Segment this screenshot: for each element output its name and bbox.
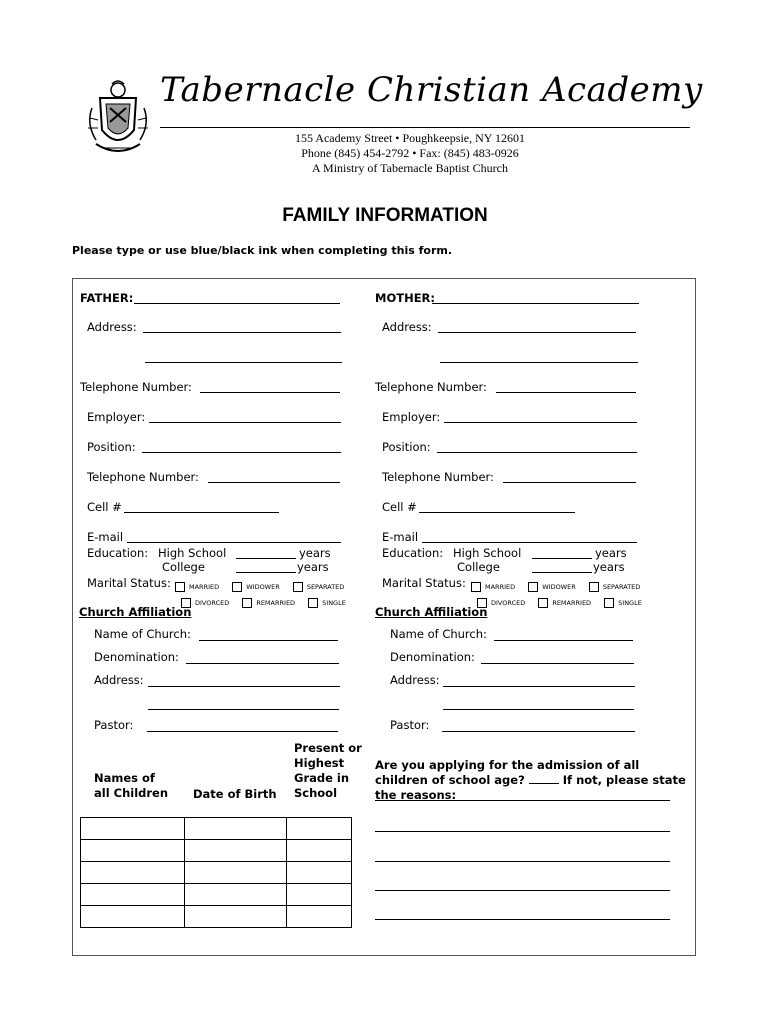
mother-marital-status-label: Marital Status: [382,576,466,590]
child-grade-cell[interactable] [287,906,352,928]
father-church-address-field-2[interactable] [148,709,339,710]
father-employer-label: Employer: [87,410,146,424]
mother-church-affiliation-heading: Church Affiliation [375,605,488,619]
mother-address-field[interactable] [438,332,636,333]
child-name-cell[interactable] [81,862,185,884]
father-email-label: E-mail [87,530,124,544]
mother-college-years-field[interactable] [532,572,592,573]
child-grade-cell[interactable] [287,818,352,840]
mother-denomination-field[interactable] [481,663,634,664]
children-table-row [81,840,352,862]
mother-cell-field[interactable] [419,512,575,513]
father-email-field[interactable] [127,542,341,543]
father-church-address-label: Address: [94,673,144,687]
children-dob-header: Date of Birth [193,787,277,801]
mother-church-name-label: Name of Church: [390,627,487,641]
mother-church-address-field-2[interactable] [443,709,634,710]
mother-cell-label: Cell # [382,500,417,514]
mother-marital-row-2 [477,592,650,611]
mother-church-address-field[interactable] [443,686,635,687]
father-college-years-field[interactable] [236,572,296,573]
child-name-cell[interactable] [81,818,185,840]
mother-divorced-label: DIVORCED [491,598,526,607]
reason-line-1[interactable] [375,800,670,801]
father-remarried-label: REMARRIED [256,598,296,607]
children-table [80,817,352,928]
mother-church-name-field[interactable] [494,640,633,641]
mother-education-label: Education: [382,546,444,560]
mother-work-telephone-field[interactable] [503,482,636,483]
mother-pastor-label: Pastor: [390,718,430,732]
child-name-cell[interactable] [81,840,185,862]
reason-line-4[interactable] [375,890,670,891]
father-position-field[interactable] [142,452,341,453]
father-single-label: SINGLE [322,598,346,607]
mother-married-label: MARRIED [485,582,516,591]
school-ministry: A Ministry of Tabernacle Baptist Church [312,161,508,175]
reason-line-5[interactable] [375,919,670,920]
father-work-telephone-field[interactable] [208,482,340,483]
mother-college-label: College [457,560,500,574]
father-college-years-label: years [297,560,329,574]
child-name-cell[interactable] [81,884,185,906]
form-title: FAMILY INFORMATION [282,205,488,226]
father-cell-field[interactable] [124,512,279,513]
mother-employer-field[interactable] [444,422,637,423]
father-address-field[interactable] [143,332,341,333]
father-cell-label: Cell # [87,500,122,514]
admission-question [375,758,690,803]
school-crest-logo [82,78,154,160]
father-widower-checkbox[interactable] [232,582,242,592]
father-high-school-label: High School [158,546,227,560]
father-denomination-label: Denomination: [94,650,179,664]
mother-widower-checkbox[interactable] [528,582,538,592]
child-dob-cell[interactable] [185,906,287,928]
father-address-label: Address: [87,320,137,334]
mother-position-label: Position: [382,440,431,454]
father-widower-label: WIDOWER [246,582,280,591]
mother-address-label: Address: [382,320,432,334]
admission-followup-text: If not, please state the reasons: [375,773,686,802]
mother-separated-checkbox[interactable] [589,582,599,592]
mother-remarried-label: REMARRIED [552,598,592,607]
father-married-checkbox[interactable] [175,582,185,592]
father-church-name-label: Name of Church: [94,627,191,641]
father-single-checkbox[interactable] [308,598,318,608]
child-dob-cell[interactable] [185,818,287,840]
father-employer-field[interactable] [149,422,341,423]
mother-married-checkbox[interactable] [471,582,481,592]
father-married-label: MARRIED [189,582,220,591]
father-college-label: College [162,560,205,574]
father-telephone-field[interactable] [200,392,340,393]
mother-single-checkbox[interactable] [604,598,614,608]
mother-label: MOTHER: [375,291,435,305]
mother-remarried-checkbox[interactable] [538,598,548,608]
father-divorced-label: DIVORCED [195,598,230,607]
child-grade-cell[interactable] [287,840,352,862]
child-grade-cell[interactable] [287,884,352,906]
child-dob-cell[interactable] [185,884,287,906]
mother-church-address-label: Address: [390,673,440,687]
father-church-name-field[interactable] [199,640,338,641]
father-label: FATHER: [80,291,134,305]
father-pastor-field[interactable] [147,731,338,732]
father-marital-row-2 [181,592,354,611]
children-table-row [81,906,352,928]
father-position-label: Position: [87,440,136,454]
father-pastor-label: Pastor: [94,718,134,732]
reason-line-3[interactable] [375,861,670,862]
mother-address-field-2[interactable] [440,362,638,363]
mother-college-years-label: years [593,560,625,574]
father-name-field[interactable] [134,303,340,304]
admission-question-text: Are you applying for the admission of all children of school age? [375,758,640,787]
mother-high-school-label: High School [453,546,522,560]
mother-widower-label: WIDOWER [542,582,576,591]
mother-pastor-field[interactable] [442,731,635,732]
children-names-header: Names of all Children [94,771,169,800]
mother-work-telephone-label: Telephone Number: [382,470,494,484]
mother-telephone-label: Telephone Number: [375,380,487,394]
form-instructions: Please type or use blue/black ink when completing this form. [72,244,453,257]
children-table-row [81,884,352,906]
mother-single-label: SINGLE [618,598,642,607]
child-grade-cell[interactable] [287,862,352,884]
admission-answer-field[interactable] [529,773,559,784]
mother-email-label: E-mail [382,530,419,544]
father-denomination-field[interactable] [186,663,339,664]
child-dob-cell[interactable] [185,862,287,884]
father-high-school-years-label: years [299,546,331,560]
school-address: 155 Academy Street • Poughkeepsie, NY 12601 [294,131,526,145]
father-church-address-field[interactable] [148,686,340,687]
children-table-row [81,818,352,840]
mother-employer-label: Employer: [382,410,441,424]
children-grade-header: Present or Highest Grade in School [294,741,362,800]
father-telephone-label: Telephone Number: [80,380,192,394]
reason-line-2[interactable] [375,831,670,832]
father-remarried-checkbox[interactable] [242,598,252,608]
father-separated-label: SEPARATED [306,582,345,591]
mother-telephone-field[interactable] [496,392,636,393]
child-dob-cell[interactable] [185,840,287,862]
child-name-cell[interactable] [81,906,185,928]
mother-high-school-years-label: years [595,546,627,560]
father-church-affiliation-heading: Church Affiliation [79,605,192,619]
mother-name-field[interactable] [432,303,639,304]
father-high-school-years-field[interactable] [236,558,296,559]
header-rule [160,127,690,128]
father-separated-checkbox[interactable] [293,582,303,592]
children-table-row [81,862,352,884]
father-education-label: Education: [87,546,149,560]
school-name: Tabernacle Christian Academy [160,70,703,110]
father-work-telephone-label: Telephone Number: [87,470,199,484]
mother-separated-label: SEPARATED [602,582,641,591]
father-marital-status-label: Marital Status: [87,576,171,590]
school-phone-fax: Phone (845) 454-2792 • Fax: (845) 483-0926 [301,146,519,160]
mother-email-field[interactable] [422,542,637,543]
mother-position-field[interactable] [437,452,637,453]
mother-denomination-label: Denomination: [390,650,475,664]
mother-high-school-years-field[interactable] [532,558,592,559]
father-address-field-2[interactable] [145,362,342,363]
